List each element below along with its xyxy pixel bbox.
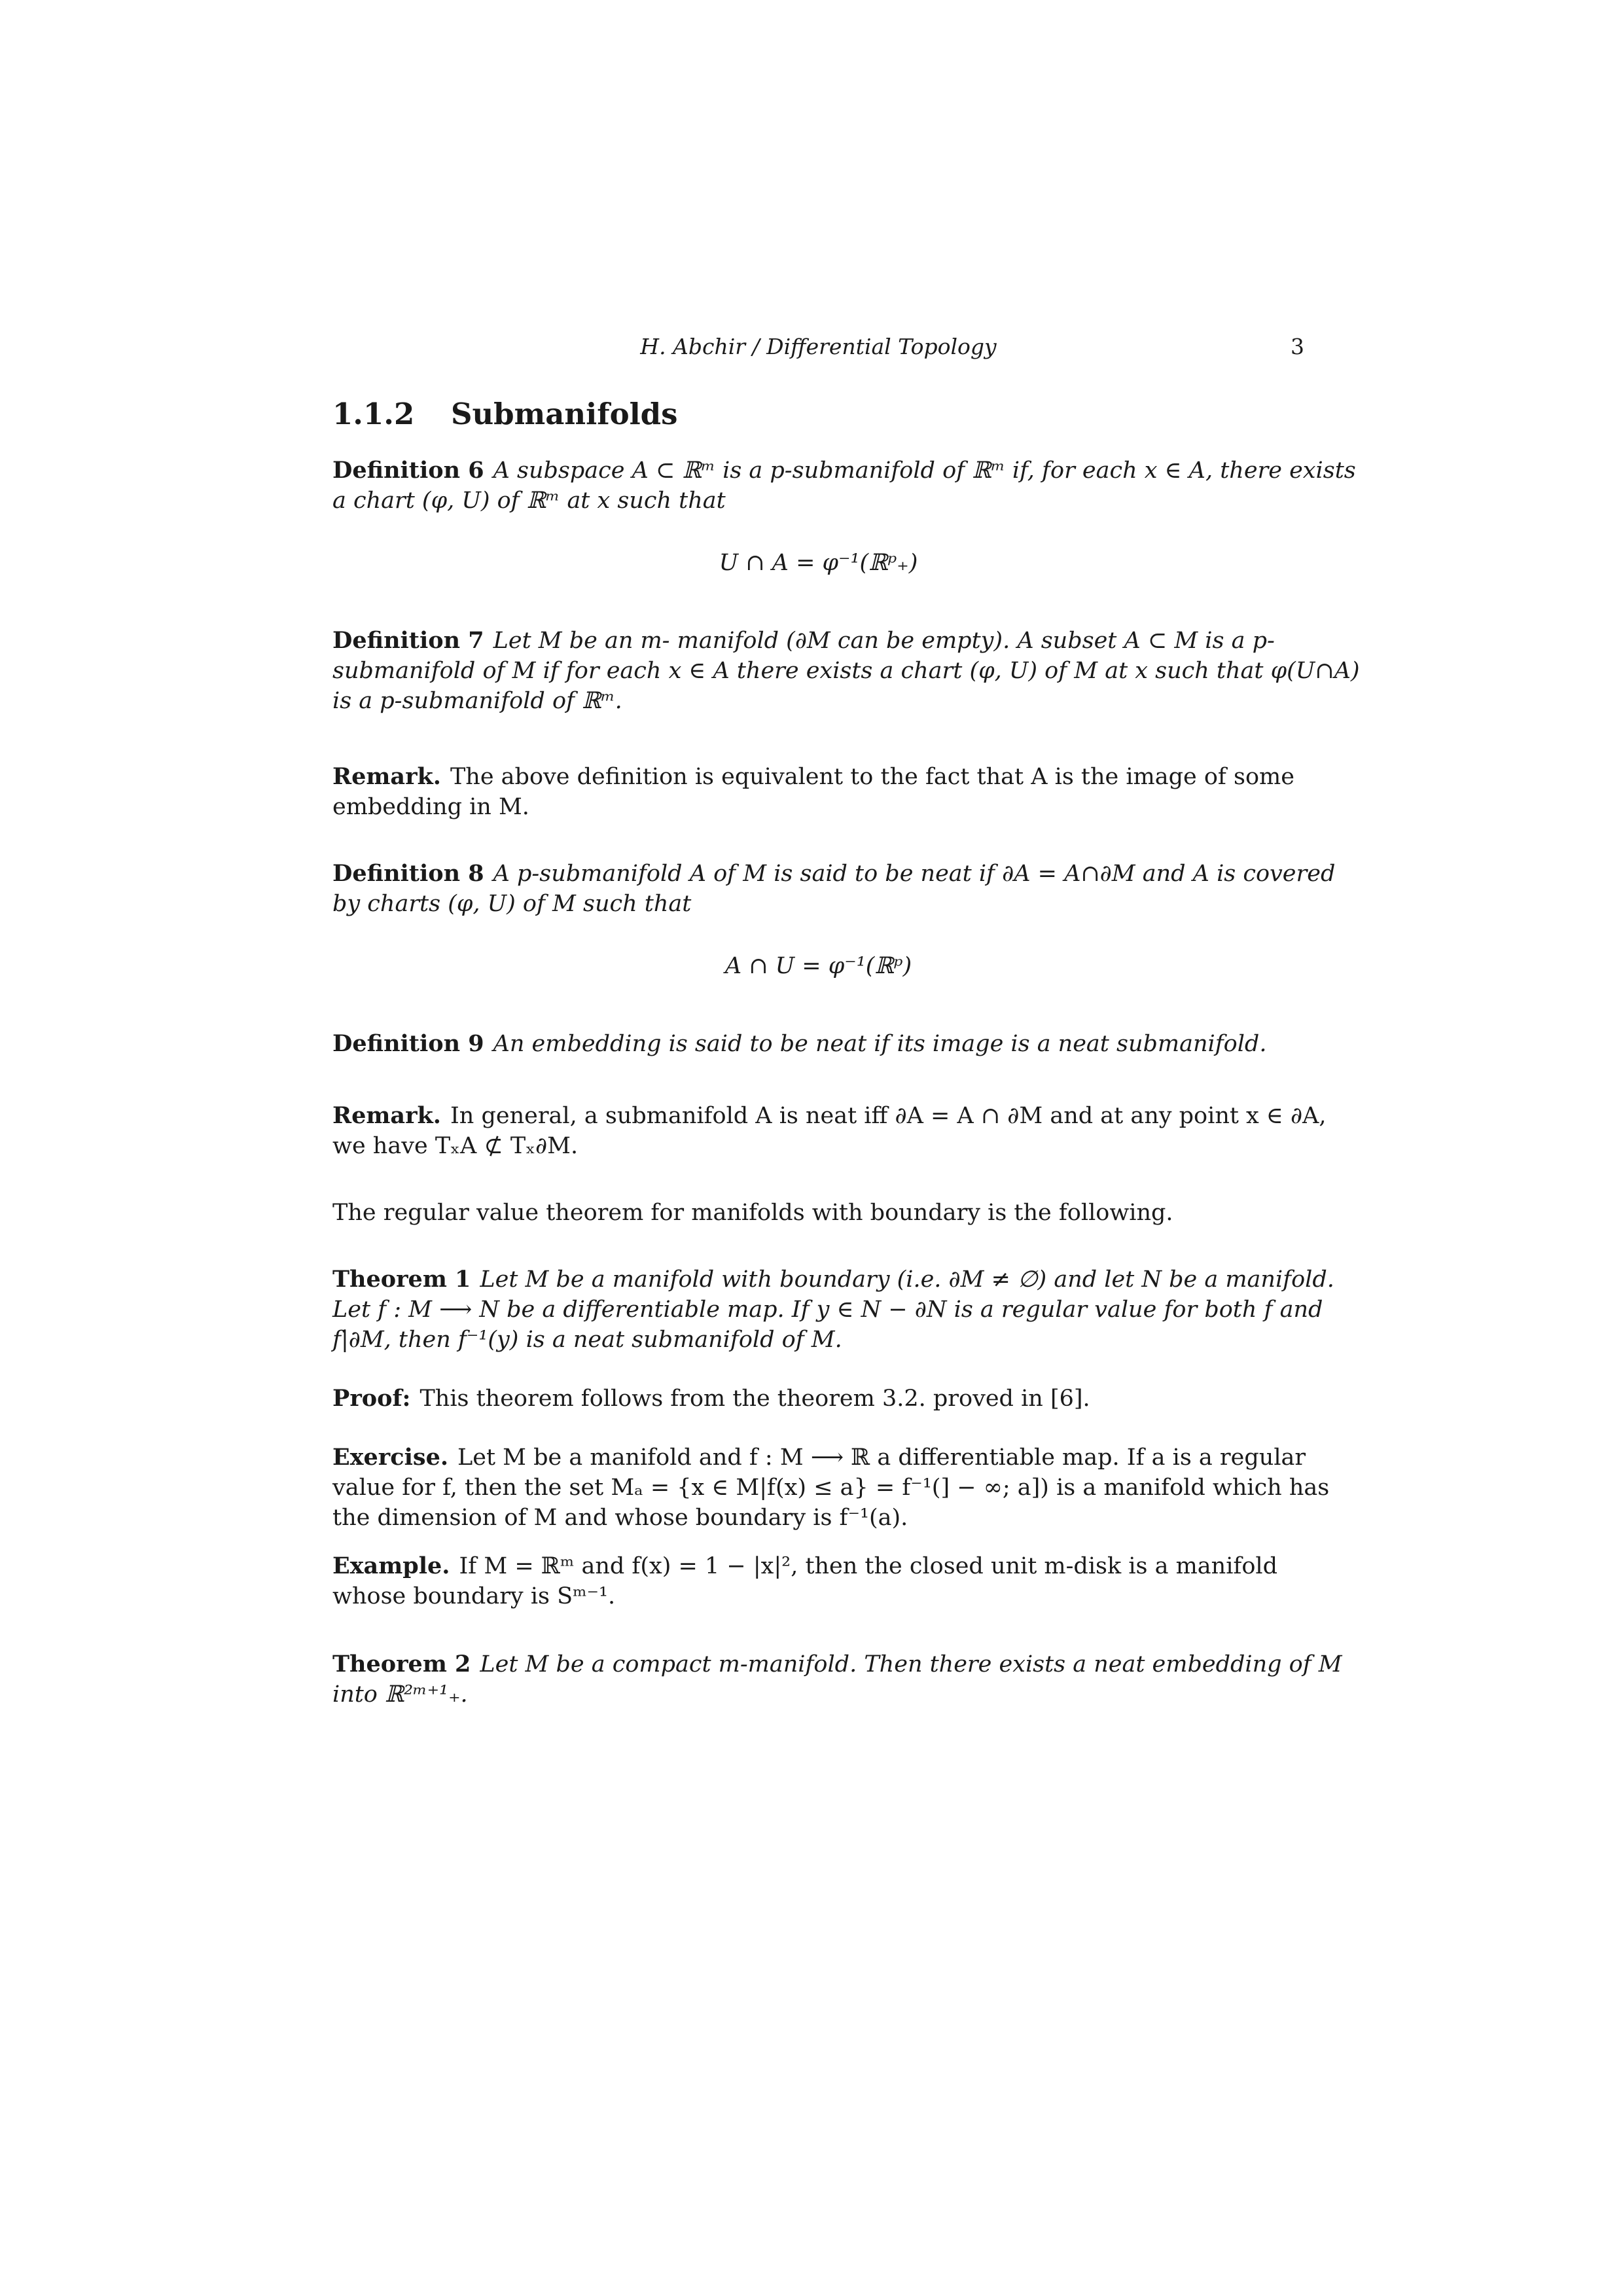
remark-1: [332, 762, 1304, 822]
theorem-2-line-1: Let M be a compact m-manifold. Then there exists a neat embedding of M: [480, 1651, 1342, 1677]
remark-2-line-1: In general, a submanifold A is neat iff ∂A = A ∩ ∂M and at any point x ∈ ∂A,: [450, 1103, 1327, 1129]
remark-2: [332, 1101, 1327, 1161]
body-paragraph: [332, 1198, 1304, 1228]
definition-7-line-2: submanifold of M if for each x ∈ A there exists a chart (φ, U) of M at x such that φ(U∩A): [332, 658, 1360, 684]
theorem-1: [332, 1265, 1334, 1355]
proof-line-1: This theorem follows from the theorem 3.2. proved in [6].: [419, 1386, 1090, 1412]
example: [332, 1551, 1304, 1611]
exercise-line-1: Let M be a manifold and f : M ⟶ ℝ a differentiable map. If a is a regular: [457, 1444, 1306, 1471]
section-title: Submanifolds: [450, 397, 678, 431]
definition-9: [332, 1029, 1304, 1059]
definition-7-line-1: Let M be an m- manifold (∂M can be empty). A subset A ⊂ M is a p-: [493, 628, 1275, 654]
exercise-line-3: the dimension of M and whose boundary is f⁻¹(a).: [332, 1505, 908, 1531]
definition-9-line-1: An embedding is said to be neat if its image is a neat submanifold.: [493, 1031, 1267, 1057]
theorem-1-line-2: Let f : M ⟶ N be a differentiable map. If y ∈ N − ∂N is a regular value for both f and: [332, 1297, 1323, 1323]
definition-6-label: Definition 6: [332, 457, 484, 484]
definition-6: [332, 456, 1356, 516]
theorem-2: [332, 1649, 1342, 1710]
definition-6-line-2: a chart (φ, U) of ℝᵐ at x such that: [332, 488, 726, 514]
theorem-1-line-1: Let M be a manifold with boundary (i.e. ∂M ≠ ∅) and let N be a manifold.: [480, 1266, 1334, 1293]
exercise: [332, 1443, 1330, 1533]
remark-2-label: Remark.: [332, 1102, 441, 1129]
remark-2-line-2: we have TₓA ⊄ Tₓ∂M.: [332, 1133, 579, 1159]
theorem-2-label: Theorem 2: [332, 1651, 471, 1677]
running-header: [332, 334, 1304, 367]
definition-8-line-2: by charts (φ, U) of M such that: [332, 891, 692, 917]
definition-7-label: Definition 7: [332, 627, 484, 654]
definition-6-line-1: A subspace A ⊂ ℝᵐ is a p-submanifold of ℝᵐ if, for each x ∈ A, there exists: [493, 457, 1356, 484]
theorem-2-line-2: into ℝ²ᵐ⁺¹₊.: [332, 1681, 468, 1708]
exercise-label: Exercise.: [332, 1444, 449, 1471]
definition-8-label: Definition 8: [332, 860, 484, 887]
proof: [332, 1384, 1304, 1414]
section-heading: [332, 397, 677, 431]
definition-6-equation: U ∩ A = φ⁻¹(ℝᵖ₊): [719, 550, 918, 576]
theorem-1-label: Theorem 1: [332, 1266, 471, 1293]
remark-1-line-2: embedding in M.: [332, 794, 529, 820]
example-label: Example.: [332, 1552, 450, 1579]
definition-8-line-1: A p-submanifold A of M is said to be neat if ∂A = A∩∂M and A is covered: [493, 861, 1336, 887]
definition-9-label: Definition 9: [332, 1030, 484, 1057]
exercise-line-2: value for f, then the set Mₐ = {x ∈ M|f(x) ≤ a} = f⁻¹(] − ∞; a]) is a manifold which has: [332, 1475, 1330, 1501]
definition-7: [332, 626, 1360, 716]
definition-8-equation: A ∩ U = φ⁻¹(ℝᵖ): [724, 953, 912, 979]
header-title: H. Abchir / Differential Topology: [640, 334, 997, 359]
proof-label: Proof:: [332, 1385, 411, 1412]
remark-1-line-1: The above definition is equivalent to the fact that A is the image of some: [450, 764, 1294, 790]
theorem-1-line-3: f|∂M, then f⁻¹(y) is a neat submanifold of M.: [332, 1327, 842, 1353]
section-number: 1.1.2: [332, 397, 415, 431]
example-line-1: If M = ℝᵐ and f(x) = 1 − |x|², then the closed unit m-disk is a manifold: [459, 1553, 1278, 1579]
definition-8: [332, 859, 1336, 919]
page-number: 3: [1291, 334, 1304, 359]
remark-1-label: Remark.: [332, 763, 441, 790]
example-line-2: whose boundary is Sᵐ⁻¹.: [332, 1583, 616, 1609]
definition-7-line-3: is a p-submanifold of ℝᵐ.: [332, 688, 622, 714]
body-paragraph-text: The regular value theorem for manifolds with boundary is the following.: [332, 1200, 1173, 1226]
